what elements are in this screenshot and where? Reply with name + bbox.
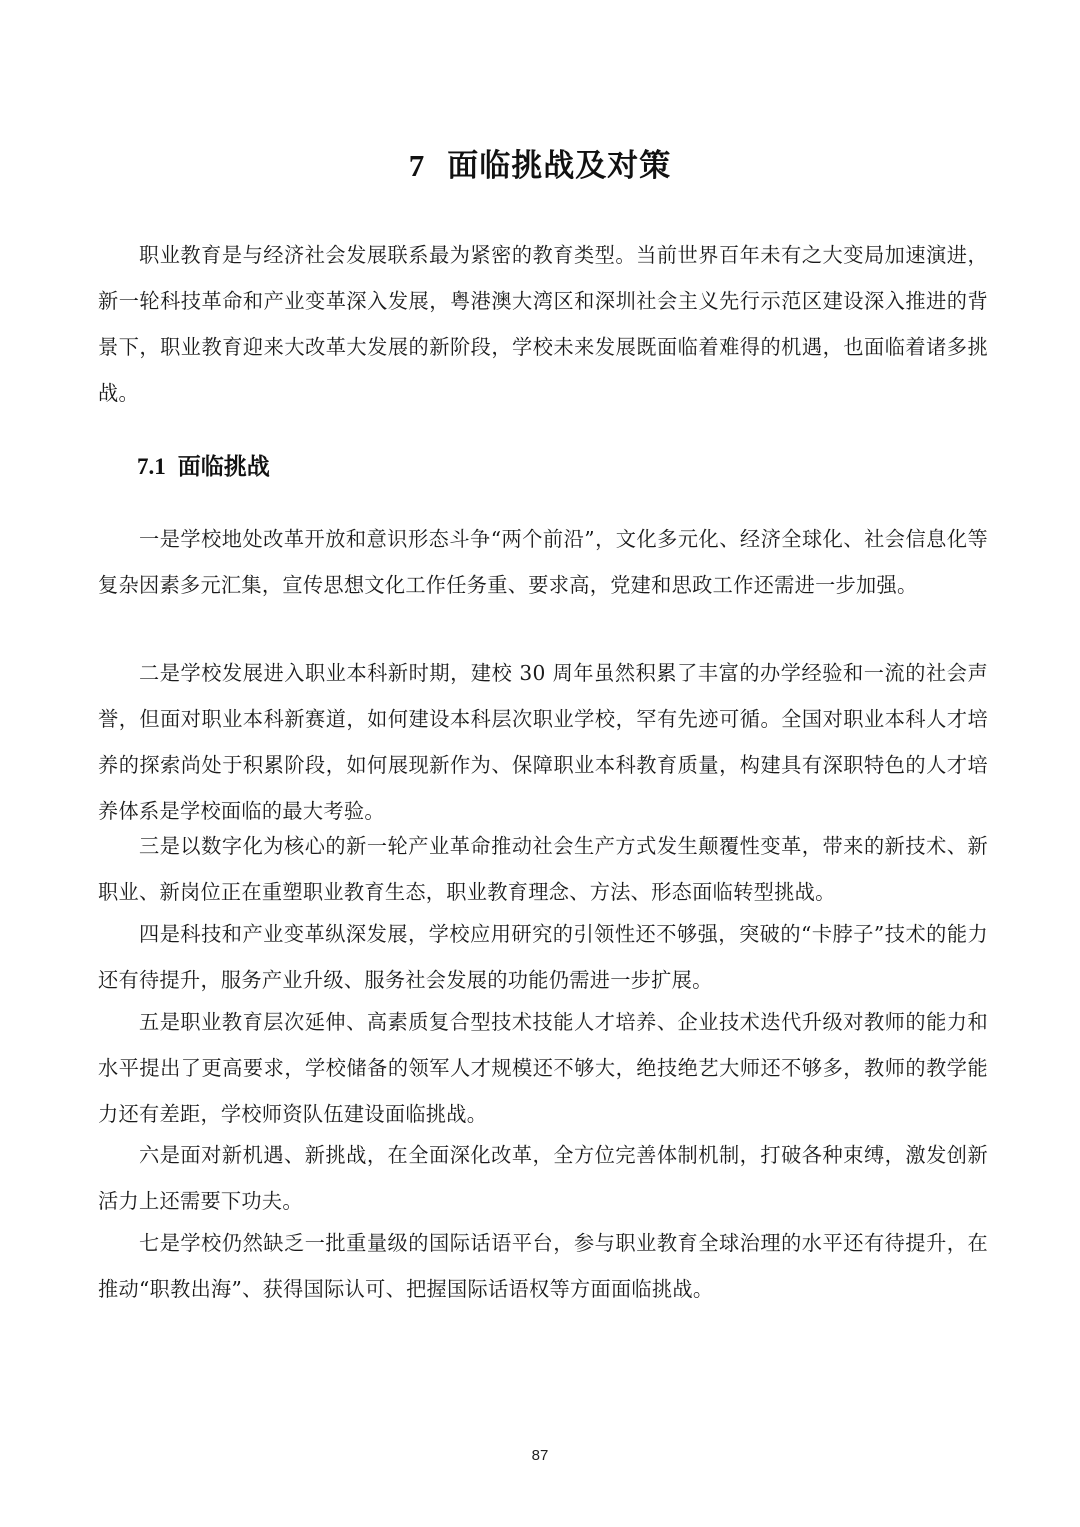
chapter-title: [0, 140, 1080, 185]
chapter-number: 7: [408, 148, 426, 183]
challenge-paragraph-6: 六是面对新机遇、新挑战，在全面深化改革，全方位完善体制机制，打破各种束缚，激发创新活力上还需要下功夫。: [98, 1143, 988, 1213]
challenge-paragraph-4: 四是科技和产业变革纵深发展，学校应用研究的引领性还不够强，突破的“卡脖子”技术的能力还有待提升，服务产业升级、服务社会发展的功能仍需进一步扩展。: [98, 922, 988, 992]
challenge-paragraph-2: 二是学校发展进入职业本科新时期，建校 30 周年虽然积累了丰富的办学经验和一流的社会声誉，但面对职业本科新赛道，如何建设本科层次职业学校，罕有先迹可循。全国对职业本科人才培养的探索尚处于积累阶段，如何展现新作为、保障职业本科教育质量，构建具有深职特色的人才培养体系是学校面临的最大考验。: [98, 661, 988, 823]
chapter-title-text: 面临挑战及对策: [447, 148, 672, 184]
challenge-paragraph-1: 一是学校地处改革开放和意识形态斗争“两个前沿”，文化多元化、经济全球化、社会信息化等复杂因素多元汇集，宣传思想文化工作任务重、要求高，党建和思政工作还需进一步加强。: [98, 527, 988, 597]
challenge-paragraph-3: 三是以数字化为核心的新一轮产业革命推动社会生产方式发生颠覆性变革，带来的新技术、新职业、新岗位正在重塑职业教育生态，职业教育理念、方法、形态面临转型挑战。: [98, 834, 988, 904]
challenge-paragraph-5: 五是职业教育层次延伸、高素质复合型技术技能人才培养、企业技术迭代升级对教师的能力和水平提出了更高要求，学校储备的领军人才规模还不够大，绝技绝艺大师还不够多，教师的教学能力还有差距，学校师资队伍建设面临挑战。: [98, 1010, 988, 1126]
challenge-paragraph-7: 七是学校仍然缺乏一批重量级的国际话语平台，参与职业教育全球治理的水平还有待提升，在推动“职教出海”、获得国际认可、把握国际话语权等方面面临挑战。: [98, 1231, 988, 1301]
section-number: 7.1: [137, 454, 166, 479]
intro-paragraph: 职业教育是与经济社会发展联系最为紧密的教育类型。当前世界百年未有之大变局加速演进，新一轮科技革命和产业变革深入发展，粤港澳大湾区和深圳社会主义先行示范区建设深入推进的背景下，职业教育迎来大改革大发展的新阶段，学校未来发展既面临着难得的机遇，也面临着诸多挑战。: [98, 243, 988, 405]
section-title: [137, 448, 270, 481]
section-title-text: 面临挑战: [177, 454, 270, 480]
page-number: 87: [531, 1447, 549, 1464]
